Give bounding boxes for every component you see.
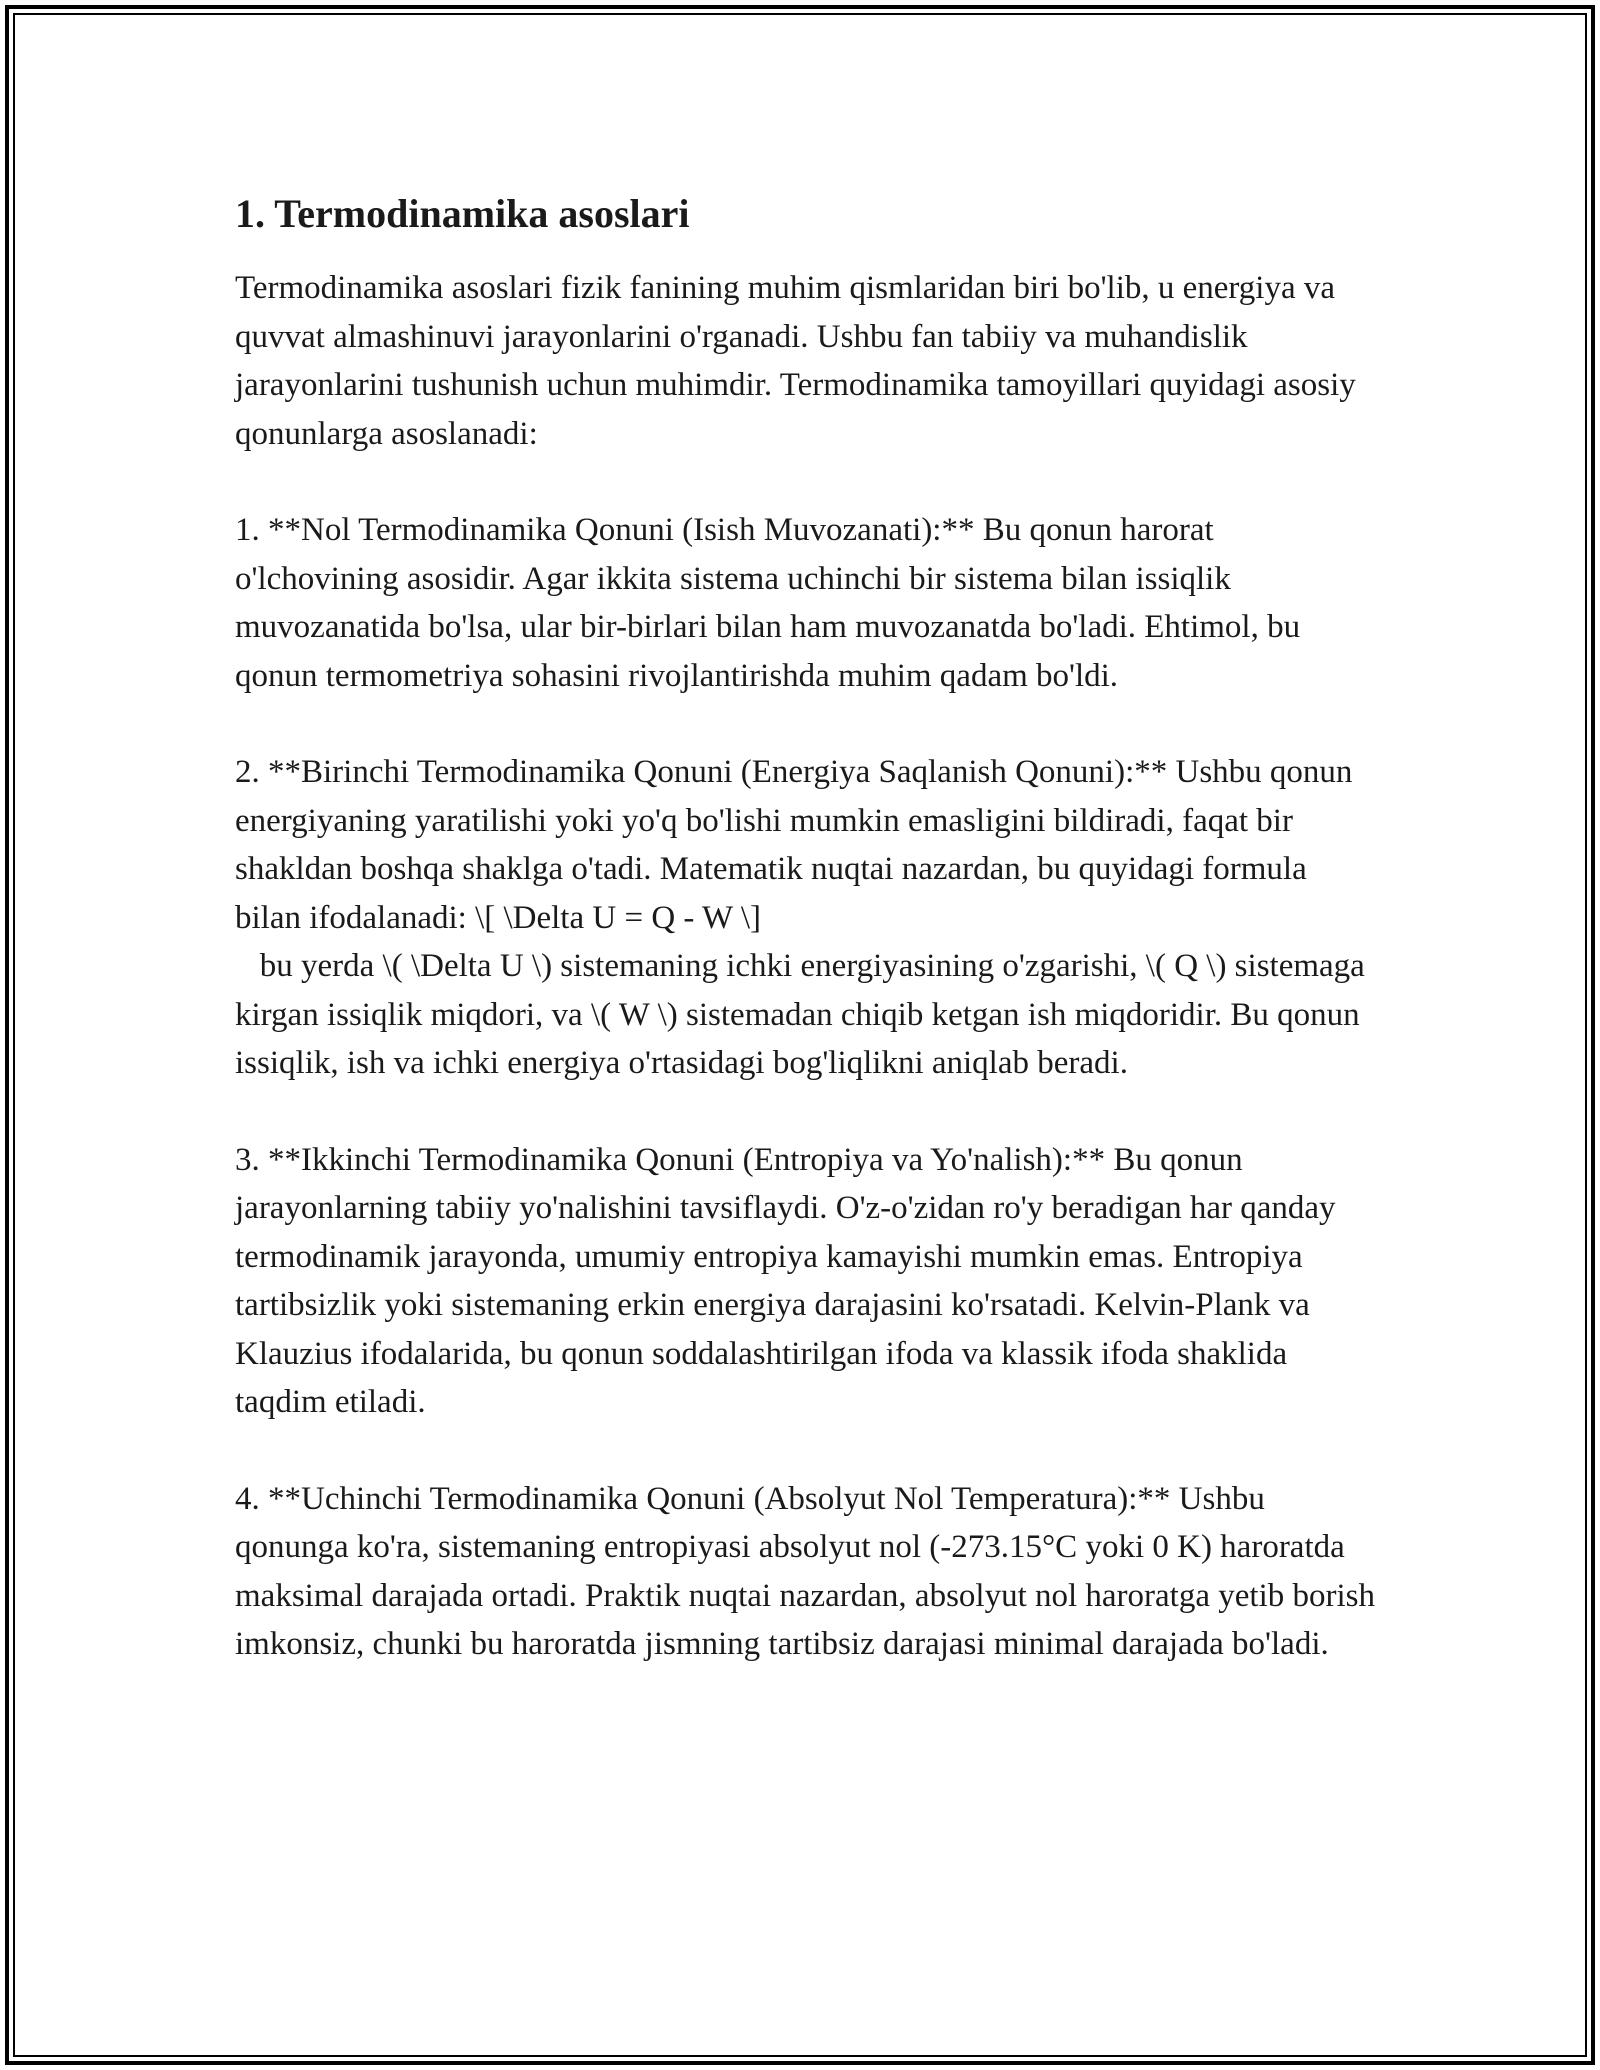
section-heading: 1. Termodinamika asoslari [235, 191, 690, 236]
third-law-paragraph: 4. **Uchinchi Termodinamika Qonuni (Absolyut Nol Temperatura):** Ushbu qonunga ko'ra, sistemaning entropiyasi absolyut nol (-273.15°C yoki 0 K) haroratda maksimal darajada ortadi. Praktik nuqtai nazardan, absolyut nol haroratga yetib borish imkonsiz, chunki bu haroratda jismning tartibsiz darajasi minimal darajada bo'ladi. [235, 1480, 1384, 1662]
second-law-paragraph: 3. **Ikkinchi Termodinamika Qonuni (Entropiya va Yo'nalish):** Bu qonun jarayonlarning tabiiy yo'nalishini tavsiflaydi. O'z-o'zidan ro'y beradigan har qanday termodinamik jarayonda, umumiy entropiya kamayishi mumkin emas. Entropiya tartibsizlik yoki sistemaning erkin energiya darajasini ko'rsatadi. Kelvin-Plank va Klauzius ifodalarida, bu qonun soddalashtirilgan ifoda va klassik ifoda shaklida taqdim etiladi. [235, 1141, 1344, 1420]
intro-paragraph: Termodinamika asoslari fizik fanining muhim qismlaridan biri bo'lib, u energiya va quvvat almashinuvi jarayonlarini o'rganadi. Ushbu fan tabiiy va muhandislik jarayonlarini tushunish uchun muhimdir. Termodinamika tamoyillari quyidagi asosiy qonunlarga asoslanadi: [235, 270, 1364, 452]
first-law-paragraph: 2. **Birinchi Termodinamika Qonuni (Energiya Saqlanish Qonuni):** Ushbu qonun energiyaning yaratilishi yoki yo'q bo'lishi mumkin emasligini bildiradi, faqat bir shakldan boshqa shaklga o'tadi. Matematik nuqtai nazardan, bu quyidagi formula bilan ifodalanadi: \[ \Delta U = Q - W \] bu yerda \( \Delta U \) sistemaning ichki energiyasining o'zgarishi, \( Q \) sistemaga kirgan issiqlik miqdori, va \( W \) sistemadan chiqib ketgan ish miqdoridir. Bu qonun issiqlik, ish va ichki energiya o'rtasidagi bog'liqlikni aniqlab beradi. [235, 754, 1365, 1081]
document-body [235, 186, 1384, 1717]
zeroth-law-paragraph: 1. **Nol Termodinamika Qonuni (Isish Muvozanati):** Bu qonun harorat o'lchovining asosidir. Agar ikkita sistema uchinchi bir sistema bilan issiqlik muvozanatida bo'lsa, ular bir-birlari bilan ham muvozanatda bo'ladi. Ehtimol, bu qonun termometriya sohasini rivojlantirishda muhim qadam bo'ldi. [235, 512, 1309, 694]
